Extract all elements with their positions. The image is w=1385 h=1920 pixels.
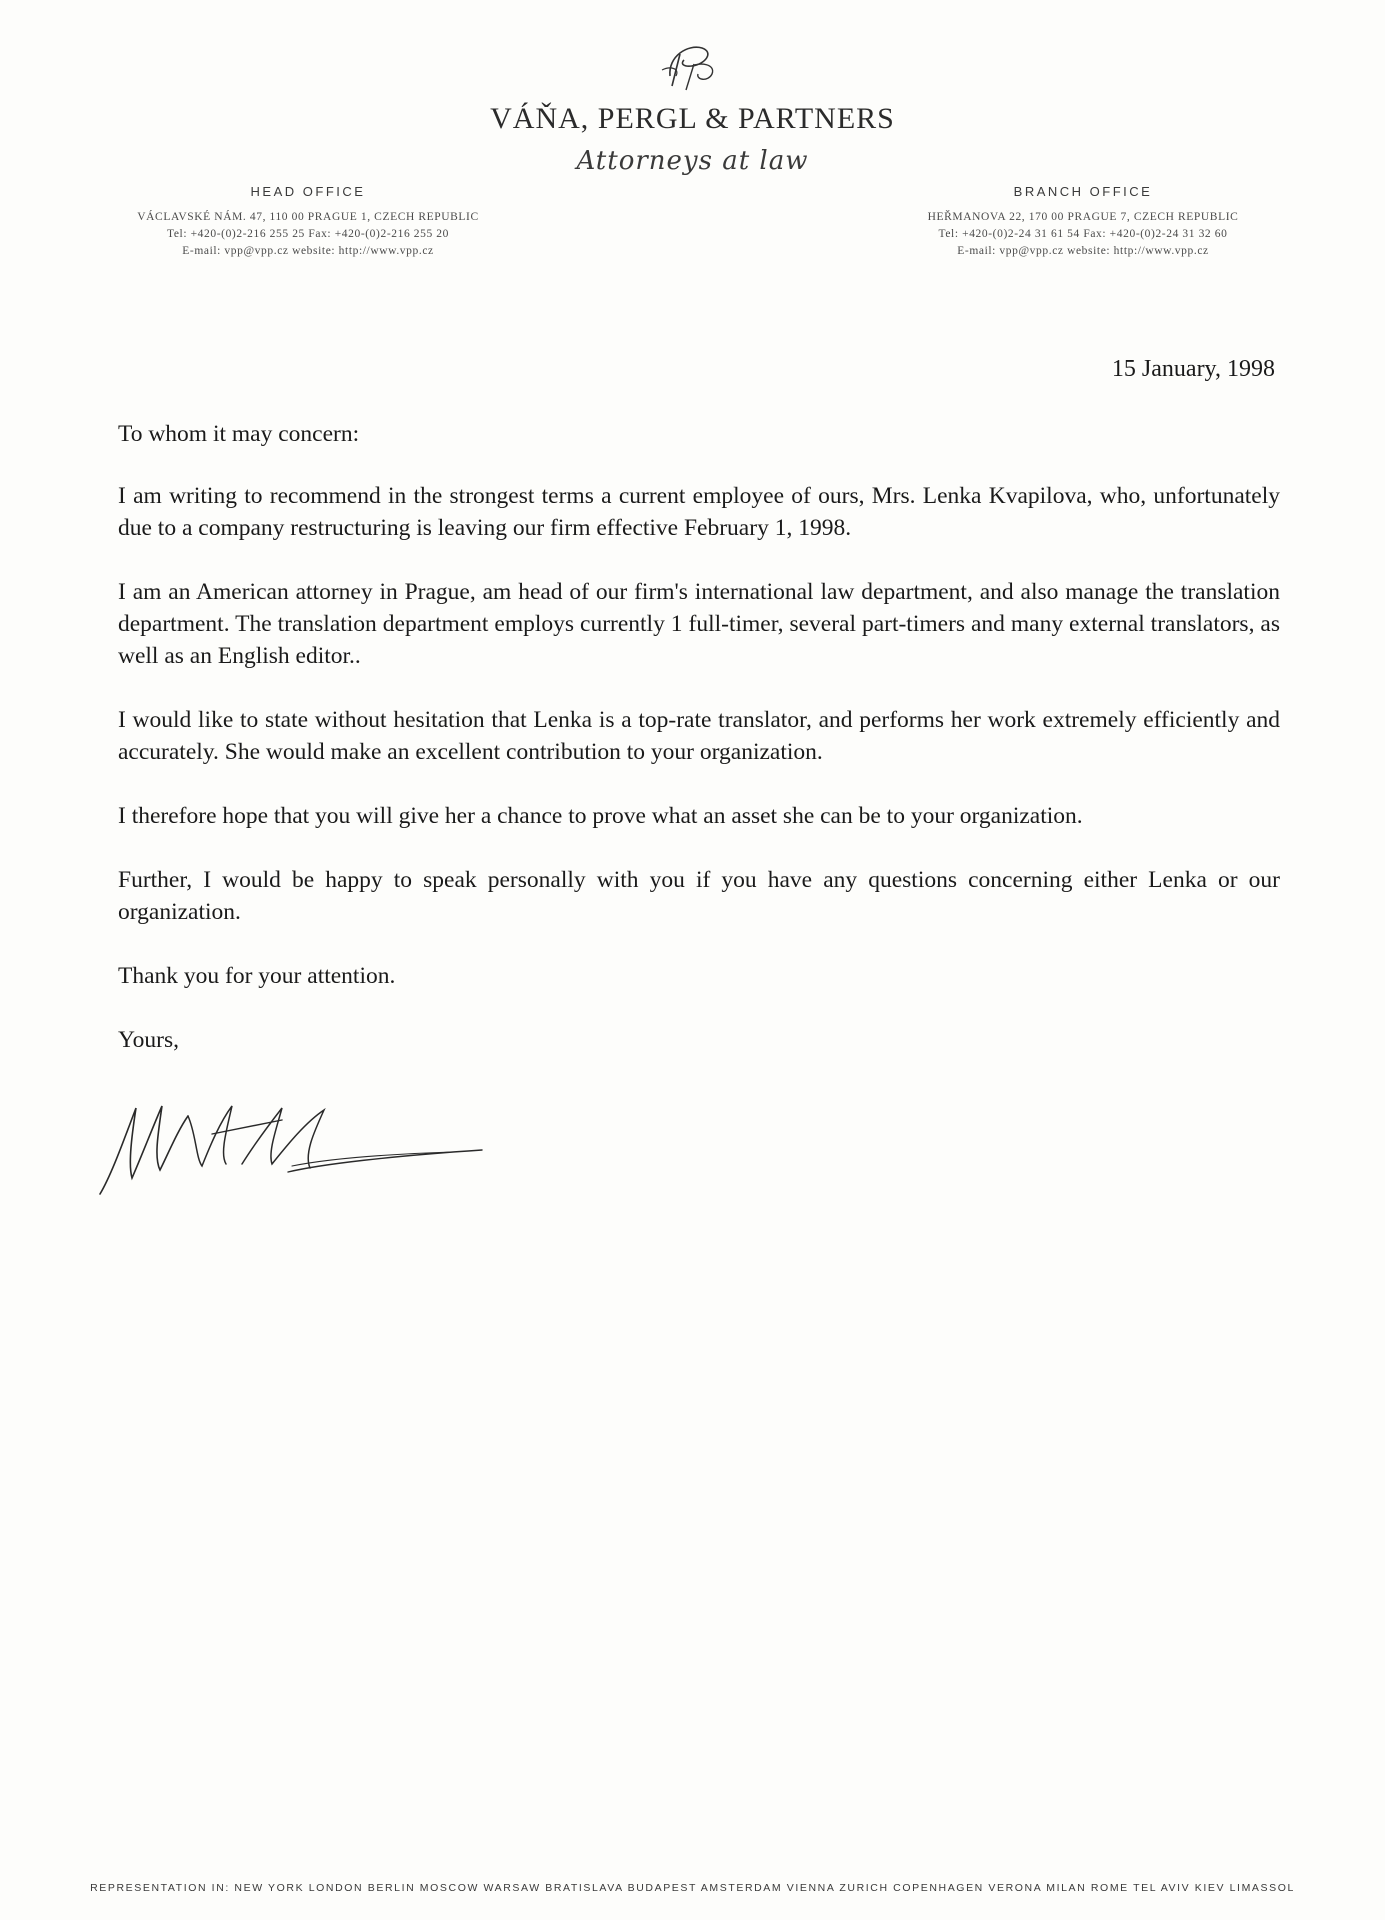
paragraph-thanks: Thank you for your attention. [118,963,396,989]
head-office-block [98,184,518,260]
firm-tagline: Attorneys at law [576,146,809,176]
paragraph-recommendation: I am writing to recommend in the strongest terms a current employee of ours, Mrs. Lenka Kvapilova, who, unfortunately due to a company restructuring is leaving our firm effective February 1, 1998. [118,483,1280,541]
salutation: To whom it may concern: [118,421,360,447]
head-office-address: VÁCLAVSKÉ NÁM. 47, 110 00 PRAGUE 1, CZECH REPUBLIC [137,211,479,223]
branch-office-phone-fax: Tel: +420-(0)2-24 31 61 54 Fax: +420-(0)2-24 31 32 60 [938,228,1228,240]
branch-office-block [873,184,1293,260]
branch-office-title: BRANCH OFFICE [1013,184,1153,199]
head-office-title: HEAD OFFICE [250,184,366,199]
paragraph-author-role: I am an American attorney in Prague, am head of our firm's international law department, and also manage the translation department. The translation department employs currently 1 full-timer, several part-timers and many external translators, as well as an English editor.. [118,579,1280,669]
letter-date: 15 January, 1998 [1111,356,1275,382]
head-office-email-web: E-mail: vpp@vpp.cz website: http://www.vpp.cz [182,245,434,257]
paragraph-assessment: I would like to state without hesitation that Lenka is a top-rate translator, and performs her work extremely efficiently and accurately. She would make an excellent contribution to your organization. [118,707,1280,765]
footer-representation: REPRESENTATION IN: NEW YORK LONDON BERLIN MOSCOW WARSAW BRATISLAVA BUDAPEST AMSTERDAM VIENNA ZURICH COPENHAGEN VERONA MILAN ROME TEL AVIV KIEV LIMASSOL [90,1882,1295,1894]
closing: Yours, [118,1027,179,1053]
paragraph-hope: I therefore hope that you will give her a chance to prove what an asset she can be to your organization. [118,803,1083,829]
firm-name: VÁŇA, PERGL & PARTNERS [490,102,895,135]
paragraph-contact-offer: Further, I would be happy to speak personally with you if you have any questions concerning either Lenka or our organization. [118,867,1280,925]
branch-office-email-web: E-mail: vpp@vpp.cz website: http://www.vpp.cz [957,245,1209,257]
firm-monogram-logo [640,36,740,92]
letter-body [118,418,1280,1088]
handwritten-signature [92,1094,492,1204]
branch-office-address: HEŘMANOVA 22, 170 00 PRAGUE 7, CZECH REPUBLIC [927,211,1239,223]
head-office-phone-fax: Tel: +420-(0)2-216 255 25 Fax: +420-(0)2-216 255 20 [167,228,449,240]
